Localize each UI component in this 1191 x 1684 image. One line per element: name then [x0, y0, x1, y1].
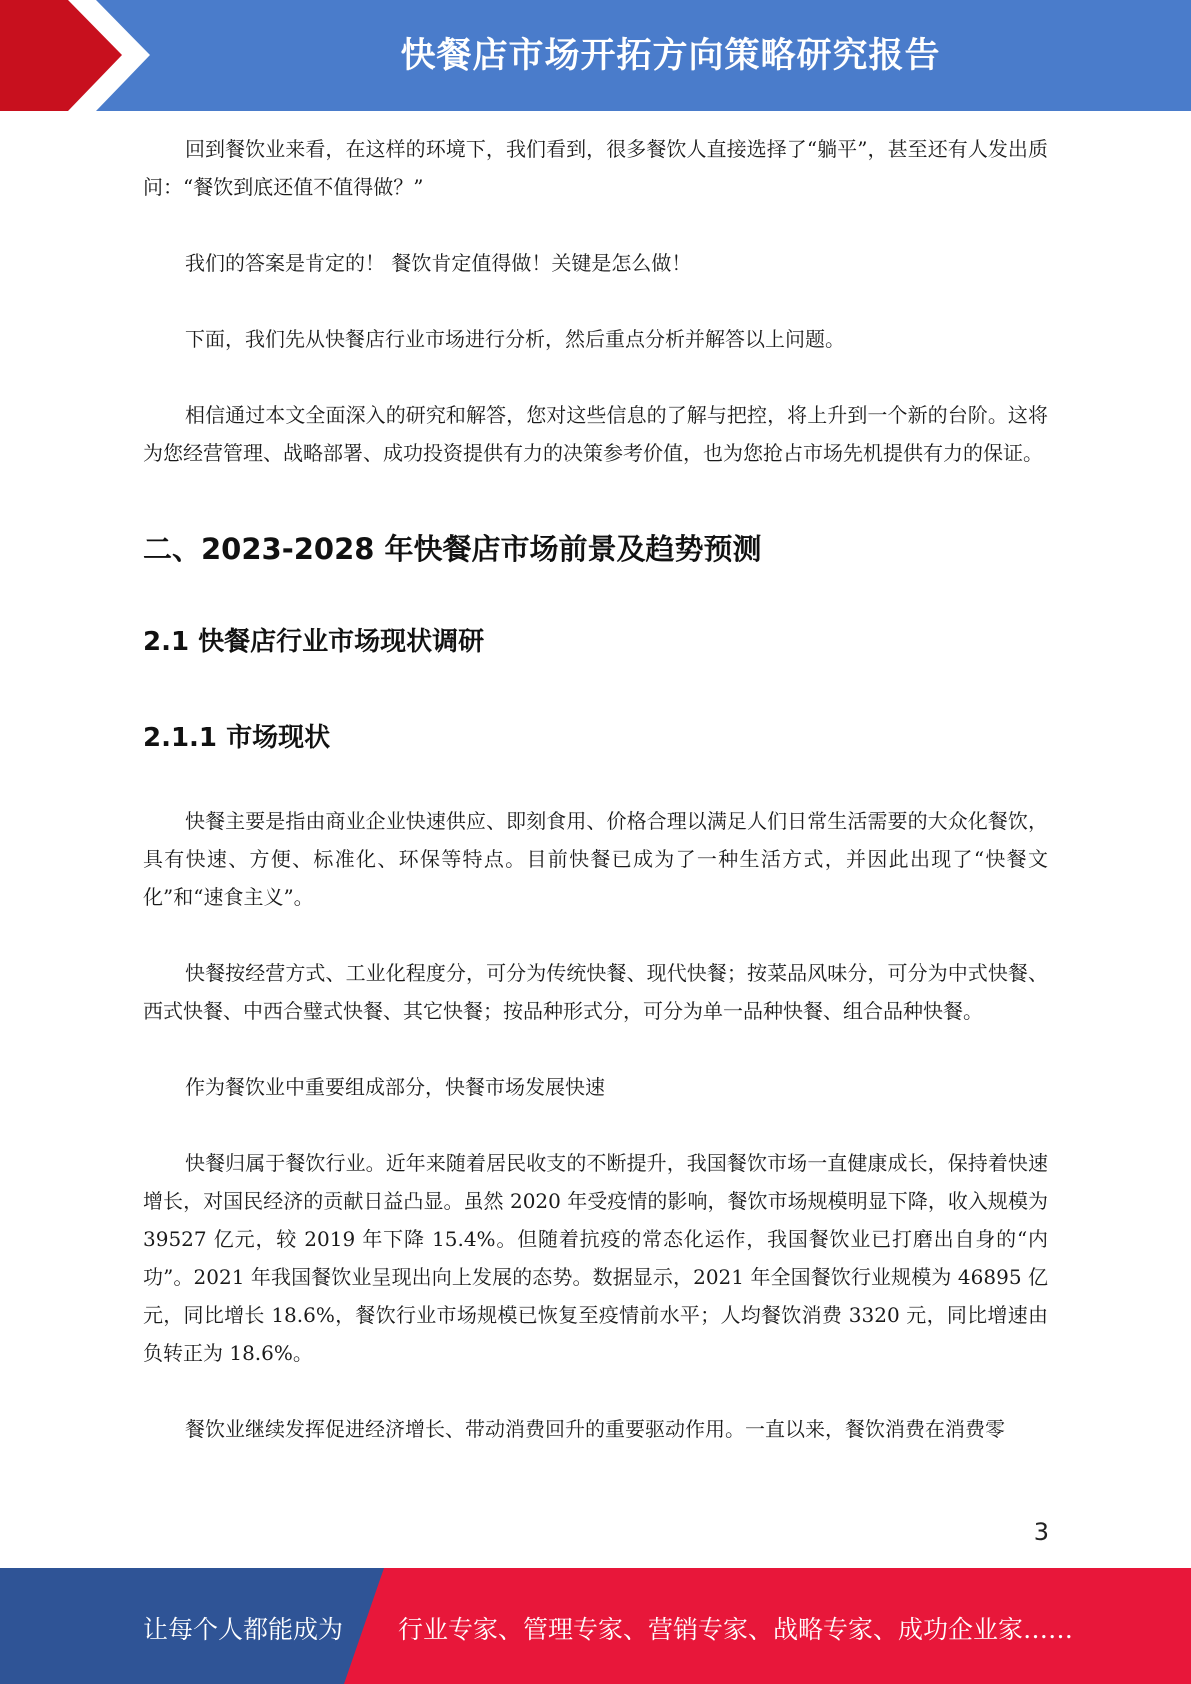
paragraph: 作为餐饮业中重要组成部分，快餐市场发展快速 [185, 1075, 605, 1099]
paragraph: 回到餐饮业来看，在这样的环境下，我们看到，很多餐饮人直接选择了“躺平”，甚至还有人发出质问：“餐饮到底还值不值得做？” [143, 137, 1048, 199]
paragraph: 餐饮业继续发挥促进经济增长、带动消费回升的重要驱动作用。一直以来，餐饮消费在消费零 [185, 1417, 1005, 1441]
paragraph: 快餐归属于餐饮行业。近年来随着居民收支的不断提升，我国餐饮市场一直健康成长，保持着快速增长，对国民经济的贡献日益凸显。虽然 2020 年受疫情的影响，餐饮市场规模明显下降，收入规模为 39527 亿元，较 2019 年下降 15.4%。但随着抗疫的常态化运作，我国餐饮业已打磨出自身的“内功”。2021 年我国餐饮业呈现出向上发展的态势。数据显示，2021 年全国餐饮行业规模为 46895 亿元，同比增长 18.6%，餐饮行业市场规模已恢复至疫情前水平；人均餐饮消费 3320 元，同比增速由负转正为 18.6%。 [143, 1151, 1048, 1365]
paragraph: 相信通过本文全面深入的研究和解答，您对这些信息的了解与把控，将上升到一个新的台阶。这将为您经营管理、战略部署、成功投资提供有力的决策参考价值，也为您抢占市场先机提供有力的保证。 [143, 403, 1048, 465]
footer-slogan-right: 行业专家、管理专家、营销专家、战略专家、成功企业家…… [398, 1615, 1074, 1644]
page-number: 3 [1033, 1518, 1049, 1546]
subsubsection-heading: 2.1.1 市场现状 [143, 723, 331, 753]
document-title: 快餐店市场开拓方向策略研究报告 [400, 36, 941, 76]
footer-banner [0, 1568, 1191, 1684]
page-content [143, 130, 1048, 1448]
paragraph: 我们的答案是肯定的！ 餐饮肯定值得做！关键是怎么做！ [185, 251, 692, 275]
subsection-heading: 2.1 快餐店行业市场现状调研 [143, 627, 485, 657]
section-heading: 二、2023-2028 年快餐店市场前景及趋势预测 [143, 532, 762, 566]
header-banner [0, 0, 1191, 111]
footer-slogan-left: 让每个人都能成为 [143, 1615, 344, 1644]
paragraph: 快餐主要是指由商业企业快速供应、即刻食用、价格合理以满足人们日常生活需要的大众化餐饮，具有快速、方便、标准化、环保等特点。目前快餐已成为了一种生活方式，并因此出现了“快餐文化”和“速食主义”。 [143, 809, 1048, 909]
paragraph: 快餐按经营方式、工业化程度分，可分为传统快餐、现代快餐；按菜品风味分，可分为中式快餐、西式快餐、中西合璧式快餐、其它快餐；按品种形式分，可分为单一品种快餐、组合品种快餐。 [143, 961, 1048, 1023]
paragraph: 下面，我们先从快餐店行业市场进行分析，然后重点分析并解答以上问题。 [185, 327, 845, 351]
